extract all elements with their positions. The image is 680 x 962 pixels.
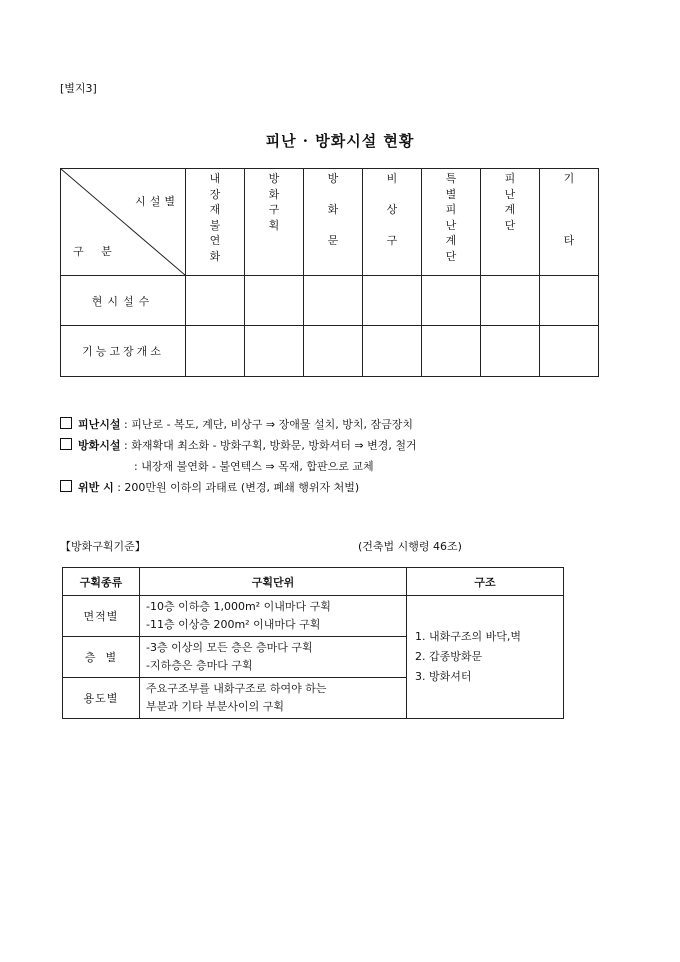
- column-header-text: 비 상 구: [386, 172, 398, 247]
- legend-text: : 200만원 이하의 과태료 (변경, 폐쇄 행위자 처벌): [117, 481, 360, 494]
- cell-line: -11층 이상층 200m² 이내마다 구획: [146, 618, 321, 631]
- column-header: [186, 169, 245, 276]
- row-label: 면적별: [63, 596, 140, 637]
- row-label: 용도별: [63, 678, 140, 719]
- column-header-text: 내 장 재 불 연 화: [209, 172, 221, 263]
- column-header: [304, 169, 363, 276]
- table-cell[interactable]: [363, 326, 422, 377]
- cell-line: 3. 방화셔터: [415, 670, 472, 683]
- table-cell[interactable]: [540, 276, 599, 326]
- table-cell[interactable]: [540, 326, 599, 377]
- column-header-text: 기 타: [563, 172, 575, 247]
- table-cell[interactable]: [186, 276, 245, 326]
- table-cell[interactable]: [481, 326, 540, 377]
- table-row: [61, 326, 599, 377]
- table-cell: [140, 596, 407, 637]
- table-cell[interactable]: [186, 326, 245, 377]
- header-category-label: 구 분: [73, 245, 112, 258]
- legend-label: 위반 시: [78, 481, 114, 494]
- legend-label: 방화시설: [78, 439, 121, 452]
- table-cell[interactable]: [304, 276, 363, 326]
- row-label: 층 별: [63, 637, 140, 678]
- table-cell[interactable]: [422, 326, 481, 377]
- legend-text: : 내장재 불연화 - 불연텍스 ⇒ 목재, 합판으로 교체: [134, 460, 374, 473]
- cell-line: 1. 내화구조의 바닥,벽: [415, 630, 521, 643]
- cell-line: 2. 갑종방화문: [415, 650, 483, 663]
- column-header: 구조: [407, 568, 564, 596]
- table-cell[interactable]: [363, 276, 422, 326]
- cell-line: -3층 이상의 모든 층은 층마다 구획: [146, 641, 313, 654]
- page-title: 피난 · 방화시설 현황: [265, 132, 415, 150]
- column-header: [363, 169, 422, 276]
- column-header: [481, 169, 540, 276]
- checkbox-icon: [60, 480, 72, 492]
- checkbox-icon: [60, 417, 72, 429]
- column-header-text: 피 난 계 단: [504, 172, 516, 232]
- cell-line: -지하층은 층마다 구획: [146, 659, 253, 672]
- column-header: [422, 169, 481, 276]
- legend-item: [60, 477, 417, 498]
- checkbox-icon: [60, 438, 72, 450]
- facility-status-table: [60, 168, 599, 377]
- diagonal-header-cell: [61, 169, 186, 276]
- legend-text: : 화재확대 최소화 - 방화구획, 방화문, 방화셔터 ⇒ 변경, 철거: [124, 439, 417, 452]
- legend: [60, 414, 417, 498]
- table-cell: [140, 678, 407, 719]
- column-header-text: 방 화 구 획: [268, 172, 280, 232]
- table-cell[interactable]: [304, 326, 363, 377]
- cell-line: -10층 이하층 1,000m² 이내마다 구획: [146, 600, 331, 613]
- table-cell[interactable]: [422, 276, 481, 326]
- table-row: [61, 276, 599, 326]
- row-label: 기능고장개소: [61, 326, 186, 377]
- legend-item: [60, 456, 417, 477]
- column-header: [540, 169, 599, 276]
- section-title: 【방화구획기준】: [60, 540, 146, 553]
- diagonal-line: [61, 169, 185, 275]
- table-cell[interactable]: [481, 276, 540, 326]
- table-cell[interactable]: [245, 326, 304, 377]
- row-label: 현시설수: [61, 276, 186, 326]
- table-row: [63, 596, 564, 637]
- legend-item: [60, 435, 417, 456]
- column-header: 구획단위: [140, 568, 407, 596]
- legend-label: 피난시설: [78, 418, 121, 431]
- structure-cell: [407, 596, 564, 719]
- table-cell[interactable]: [245, 276, 304, 326]
- legend-text: : 피난로 - 복도, 계단, 비상구 ⇒ 장애물 설치, 방치, 잠금장치: [124, 418, 414, 431]
- law-reference: (건축법 시행령 46조): [358, 540, 462, 553]
- annex-label: [별지3]: [60, 82, 97, 95]
- header-facility-label: 시설별: [135, 195, 179, 208]
- table-header-row: [63, 568, 564, 596]
- compartment-standard-table: [62, 567, 564, 719]
- column-header-text: 특 별 피 난 계 단: [445, 172, 457, 263]
- cell-line: 주요구조부를 내화구조로 하여야 하는: [146, 682, 327, 695]
- cell-line: 부분과 기타 부분사이의 구획: [146, 700, 285, 713]
- table-cell: [140, 637, 407, 678]
- legend-item: [60, 414, 417, 435]
- column-header-text: 방 화 문: [327, 172, 339, 247]
- column-header: 구획종류: [63, 568, 140, 596]
- column-header: [245, 169, 304, 276]
- table-header-row: [61, 169, 599, 276]
